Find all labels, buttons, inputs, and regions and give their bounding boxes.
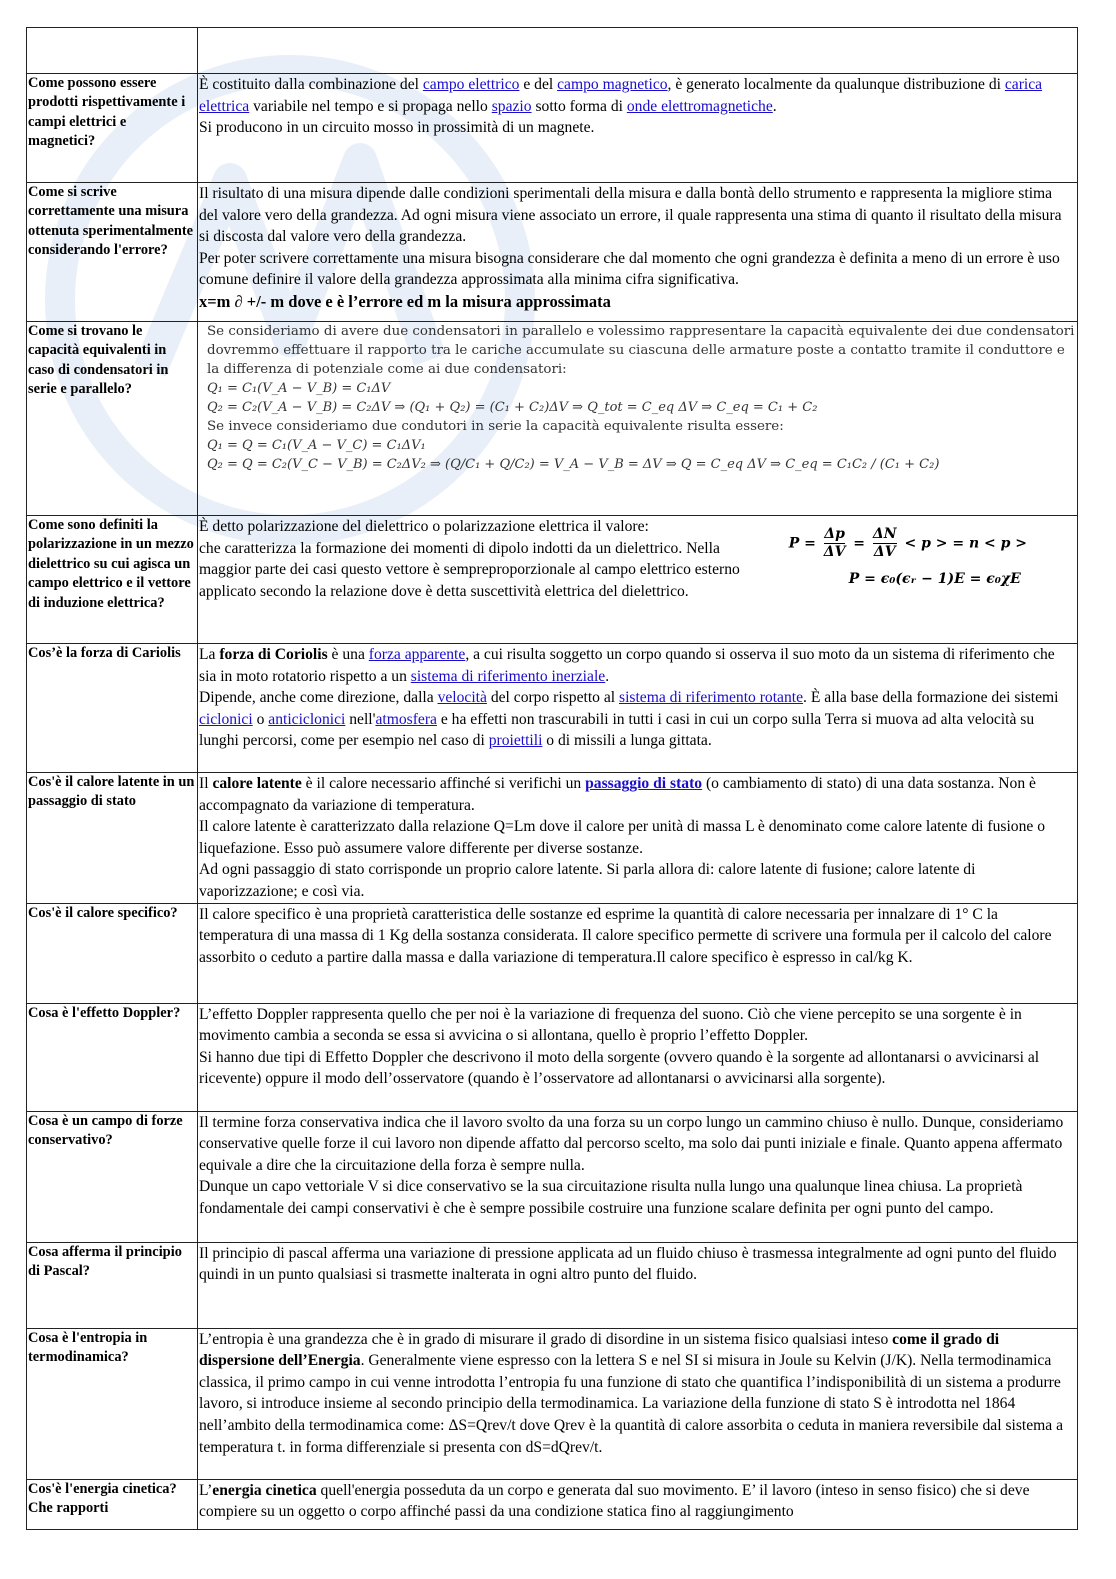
table-row <box>27 322 1078 516</box>
polarization-formula: P = $\frac{\Delta p}{\Delta V}$ = $\frac{\Delta N}{\Delta V}$ < p > = n < p > P = ϵ₀(ϵᵣ − 1)E = ϵ₀χE <box>788 526 1027 587</box>
link-campo-elettrico[interactable]: campo elettrico <box>422 76 520 93</box>
question-cell: Cos’è la forza di Cariolis <box>27 644 198 773</box>
table-row <box>27 773 1078 904</box>
link-ciclonici[interactable]: ciclonici <box>199 710 253 728</box>
link-carica-elettrica[interactable]: carica elettrica <box>199 76 1043 115</box>
answer-cell: È detto polarizzazione del dielettrico o polarizzazione elettrica il valore: che caratterizza la formazione dei momenti di dipolo indotti da un dielettrico. Nella maggior parte dei casi questo vettore è sempreproporzionale al campo elettrico esterno applicato secondo la relazione dove è detta suscettività elettrica del dielettrico. P = $\frac{\Delta p}{\Delta V}$ = $\frac{\Delta N}{\Delta V}$ < p > = n < p > P = ϵ₀(ϵᵣ − 1)E = ϵ₀χE <box>198 516 1078 644</box>
table-row <box>27 1003 1078 1111</box>
capacitor-formula-image: Se consideriamo di avere due condensatori in parallelo e volessimo rappresentare la capacità equivalente dei due condensatori dovremmo effettuare il rapporto tra le cariche accumulate su ciascuna delle armature poste a contatto tramite il conduttore e la differenza di potenziale come ai due condensatori: Q₁ = C₁(V_A − V_B) = C₁ΔV Q₂ = C₂(V_A − V_B) = C₂ΔV ⇒ (Q₁ + Q₂) = (C₁ + C₂)ΔV ⇒ Q_tot = C_eq ΔV ⇒ C_eq = C₁ + C₂ Se invece consideriamo due condutori in serie la capacità equivalente risulta essere: Q₁ = Q = C₁(V_A − V_C) = C₁ΔV₁ Q₂ = Q = C₂(V_C − V_B) = C₂ΔV₂ ⇒ (Q/C₁ + Q/C₂) = V_A − V_B = ΔV ⇒ Q = C_eq ΔV ⇒ C_eq = C₁C₂ / (C₁ + C₂) <box>207 324 1075 472</box>
question-cell: Cosa è l'entropia in termodinamica? <box>27 1328 198 1479</box>
link-sistema-rotante[interactable]: sistema di riferimento rotante <box>619 689 804 707</box>
question-cell: Cosa è l'effetto Doppler? <box>27 1003 198 1111</box>
answer-cell <box>198 322 1078 516</box>
question-cell: Come possono essere prodotti rispettivamente i campi elettrici e magnetici? <box>27 74 198 183</box>
table-row <box>27 1111 1078 1242</box>
link-sistema-inerziale[interactable]: sistema di riferimento inerziale <box>410 667 606 685</box>
link-atmosfera[interactable]: atmosfera <box>375 710 437 728</box>
question-cell: Come si trovano le capacità equivalenti in caso di condensatori in serie e parallelo? <box>27 322 198 516</box>
link-spazio[interactable]: spazio <box>491 97 532 115</box>
answer-cell: L’entropia è una grandezza che è in grado di misurare il grado di disordine in un sistema fisico qualsiasi inteso come il grado di dispersione dell’Energia. Generalmente viene espresso con la lettera S e nel SI si misura in Joule su Kelvin (J/K). Nella termodinamica classica, il primo campo in cui venne introdotta l’entropia fu una funzione di stato che quantifica l’indisponibilità di un sistema a produrre lavoro, si introduce insieme al secondo principio della termodinamica. La variazione della funzione di stato S è introdotta nel 1864 nell’ambito della termodinamica come: ΔS=Qrev/t dove Qrev è la quantità di calore assorbita o ceduta in maniera reversibile dal sistema a temperatura t. in forma differenziale si presenta con dS=dQrev/t. <box>198 1328 1078 1479</box>
table-row <box>27 1328 1078 1479</box>
measure-formula: x=m ∂ +/- m dove e è l’errore ed m la misura approssimata <box>199 291 611 311</box>
answer-cell: L’effetto Doppler rappresenta quello che per noi è la variazione di frequenza del suono. Ciò che viene percepito se una sorgente è in movimento cambia a seconda se essa si avvicina o si allontana, quello è proprio l’effetto Doppler. Si hanno due tipi di Effetto Doppler che descrivono il moto della sorgente (ovvero quando è la sorgente ad allontanarsi o avvicinarsi al ricevente) oppure il modo dell’osservatore (quando è l’osservatore ad allontanarsi o avvicinarsi alla sorgente). <box>198 1003 1078 1111</box>
qa-table <box>26 27 1078 1530</box>
answer-cell: Il principio di pascal afferma una variazione di pressione applicata ad un fluido chiuso è trasmessa integralmente ad ogni punto del fluido quindi in un punto qualsiasi si trasmette inalterata in ogni altro punto del fluido. <box>198 1242 1078 1328</box>
question-cell <box>27 28 198 74</box>
link-onde-elettromagnetiche[interactable]: onde elettromagnetiche <box>626 97 773 115</box>
link-proiettili[interactable]: proiettili <box>488 732 543 750</box>
question-cell: Cos'è l'energia cinetica? Che rapporti <box>27 1479 198 1529</box>
answer-cell: Il risultato di una misura dipende dalle condizioni sperimentali della misura e dalla bontà dello strumento e rappresenta la migliore stima del valore vero della grandezza. Ad ogni misura viene associato un errore, il quale rappresenta una stima di quanto il risultato della misura si discosta dal valore vero della grandezza. Per poter scrivere correttamente una misura bisogna considerare che dal momento che ogni grandezza è definita a meno di un errore è uso comune definire il valore della grandezza approssimata alla minima cifra significativa. x=m ∂ +/- m dove e è l’errore ed m la misura approssimata <box>198 183 1078 322</box>
table-row <box>27 644 1078 773</box>
table-row <box>27 903 1078 1003</box>
table-row <box>27 516 1078 644</box>
link-forza-apparente[interactable]: forza apparente <box>368 646 466 663</box>
answer-cell: L’energia cinetica quell'energia posseduta da un corpo e generata dal suo movimento. E’ il lavoro (inteso in senso fisico) che si deve compiere su un oggetto o corpo affinché passi da una condizione statica fino al raggiungimento <box>198 1479 1078 1529</box>
answer-cell: Il calore latente è il calore necessario affinché si verifichi un passaggio di stato (o cambiamento di stato) di una data sostanza. Non è accompagnato da variazione di temperatura. Il calore latente è caratterizzato dalla relazione Q=Lm dove il calore per unità di massa L è denominato come calore latente di fusione o liquefazione. Esso può assumere valore differente per diverse sostanze. Ad ogni passaggio di stato corrisponde un proprio calore latente. Si parla allora di: calore latente di fusione; calore latente di vaporizzazione; e così via. <box>198 773 1078 904</box>
question-cell: Cosa afferma il principio di Pascal? <box>27 1242 198 1328</box>
question-cell: Cos'è il calore latente in un passaggio di stato <box>27 773 198 904</box>
answer-cell: È costituito dalla combinazione del campo elettrico e del campo magnetico, è generato localmente da qualunque distribuzione di carica elettrica variabile nel tempo e si propaga nello spazio sotto forma di onde elettromagnetiche. Si producono in un circuito mosso in prossimità di un magnete. <box>198 74 1078 183</box>
table-row <box>27 1242 1078 1328</box>
link-passaggio-di-stato[interactable]: passaggio di stato <box>585 775 703 792</box>
answer-cell: La forza di Coriolis è una forza apparente, a cui risulta soggetto un corpo quando si osserva il suo moto da un sistema di riferimento che sia in moto rotatorio rispetto a un sistema di riferimento inerziale. Dipende, anche come direzione, dalla velocità del corpo rispetto al sistema di riferimento rotante. È alla base della formazione dei sistemi ciclonici o anticiclonici nell'atmosfera e ha effetti non trascurabili in tutti i casi in cui un corpo sulla Terra si muova ad alta velocità su lunghi percorsi, come per esempio nel caso di proiettili o di missili a lunga gittata. <box>198 644 1078 773</box>
question-cell: Cos'è il calore specifico? <box>27 903 198 1003</box>
link-velocita[interactable]: velocità <box>437 689 487 707</box>
link-campo-magnetico[interactable]: campo magnetico <box>557 76 668 93</box>
question-cell: Cosa è un campo di forze conservativo? <box>27 1111 198 1242</box>
question-cell: Come sono definiti la polarizzazione in un mezzo dielettrico su cui agisca un campo elettrico e il vettore di induzione elettrica? <box>27 516 198 644</box>
table-row <box>27 28 1078 74</box>
link-anticiclonici[interactable]: anticiclonici <box>268 710 346 728</box>
answer-cell <box>198 28 1078 74</box>
table-row <box>27 183 1078 322</box>
table-row <box>27 1479 1078 1529</box>
answer-cell: Il termine forza conservativa indica che il lavoro svolto da una forza su un corpo lungo un cammino chiuso è nullo. Dunque, consideriamo conservative quelle forze il cui lavoro non dipende affatto dal percorso scelto, ma solo dai punti iniziale e finale. Quanto appena affermato equivale a dire che la circuitazione della forza è sempre nulla. Dunque un capo vettoriale V si dice conservativo se la sua circuitazione risulta nulla lungo una qualunque linea chiusa. La proprietà fondamentale dei campi conservativi è che è sempre possibile costruire una funzione scalare definita per ogni punto del campo. <box>198 1111 1078 1242</box>
answer-cell: Il calore specifico è una proprietà caratteristica delle sostanze ed esprime la quantità di calore necessaria per innalzare di 1° C la temperatura di una massa di 1 Kg della sostanza considerata. Il calore specifico permette di scrivere una formula per il calcolo del calore assorbito o ceduto a partire dalla massa e dalla variazione di temperatura.Il calore specifico è espresso in cal/kg K. <box>198 903 1078 1003</box>
table-row <box>27 74 1078 183</box>
question-cell: Come si scrive correttamente una misura ottenuta sperimentalmente considerando l'errore? <box>27 183 198 322</box>
